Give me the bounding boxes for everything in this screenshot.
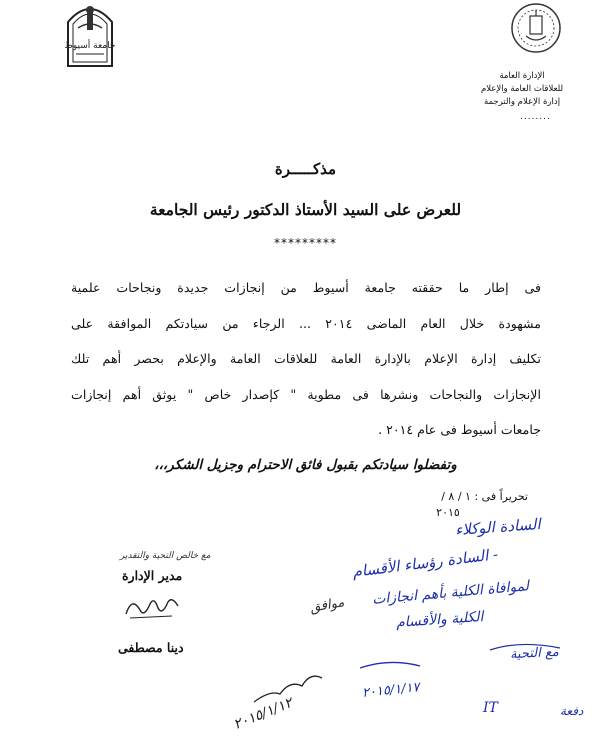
header-dots: ........	[520, 112, 551, 122]
signature-note: مع خالص التحية والتقدير	[120, 551, 211, 561]
handwritten-line: مع التحية	[509, 644, 560, 663]
handwritten-approval: موافق	[308, 595, 346, 616]
svg-text:جامعة أسيوط: جامعة أسيوط	[64, 41, 116, 51]
closing-line: وتفضلوا سيادتكم بقبول فائق الاحترام وجزيل الشكر،،،	[154, 457, 457, 473]
scribble-icon	[250, 660, 350, 710]
department-logo	[508, 0, 564, 66]
handwritten-date-left: ٢٠١٥/١/١٢	[231, 694, 295, 734]
body-line: تكليف إدارة الإعلام بالإدارة العامة للعلاقات العامة والإعلام بحصر أهم تلك	[71, 351, 541, 366]
university-logo	[64, 2, 116, 68]
pen-stroke-icon	[350, 540, 590, 710]
body-line: جامعات أسيوط فى عام ٢٠١٤ .	[378, 422, 541, 437]
pen-stroke	[350, 540, 590, 714]
dating-year: ٢٠١٥	[436, 506, 460, 519]
black-pen-stroke	[250, 660, 350, 714]
handwritten-date: ٢٠١٥/١/١٧	[361, 680, 421, 701]
dating-label: تحريراً فى : ١ / ٨ /	[441, 490, 528, 503]
department-line: الإدارة العامة	[499, 71, 545, 81]
department-line: للعلاقات العامة والإعلام	[480, 84, 564, 94]
memo-subtitle: للعرض على السيد الأستاذ الدكتور رئيس الجامعة	[149, 200, 462, 219]
handwritten-note: دفعة	[560, 704, 584, 718]
handwritten-line: السادة الوكلاء	[454, 515, 542, 539]
department-emblem-icon	[508, 0, 564, 66]
handwritten-line: - السادة رؤساء الأقسام	[351, 545, 499, 581]
handwritten-code: IT	[483, 700, 498, 716]
separator-stars: *********	[274, 236, 337, 250]
signature-icon	[122, 592, 182, 624]
body-line: فى إطار ما حققته جامعة أسيوط من إنجازات جديدة ونجاحات علمية	[71, 280, 541, 295]
university-emblem-icon	[64, 2, 116, 68]
handwritten-line: الكلية والأقسام	[395, 608, 484, 632]
signature-name: دينا مصطفى	[118, 640, 184, 655]
department-heading	[470, 70, 574, 109]
department-line: إدارة الإعلام والترجمة	[483, 97, 561, 107]
body-line: الإنجازات والنجاحات ونشرها فى مطوية " كإصدار خاص " يوثق أهم إنجازات	[71, 387, 541, 402]
memo-title: مذكـــــرة	[274, 160, 337, 178]
signature-role: مدير الإدارة	[122, 568, 183, 583]
handwritten-line: لموافاة الكلية بأهم انجازات	[371, 578, 530, 608]
signature-scribble	[122, 592, 182, 628]
body-line: مشهودة خلال العام الماضى ٢٠١٤ ... الرجاء من سيادتكم الموافقة على	[71, 316, 541, 331]
